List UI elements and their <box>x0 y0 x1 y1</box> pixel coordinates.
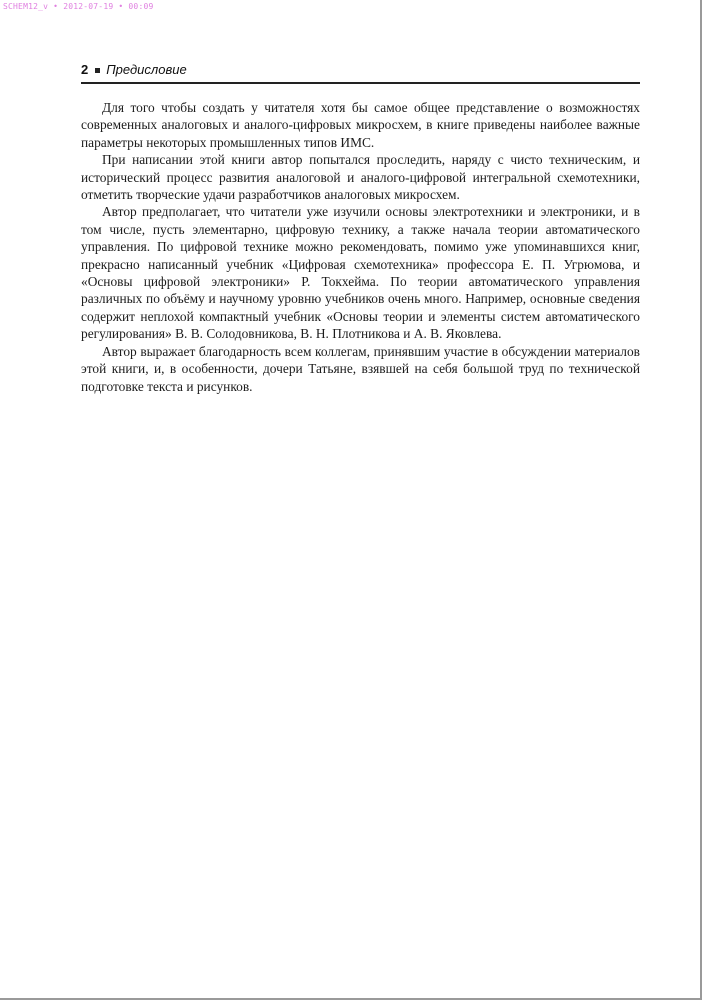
running-head <box>81 62 640 84</box>
print-slug: SCHEM12_v • 2012-07-19 • 00:09 <box>3 2 154 11</box>
paragraph: Для того чтобы создать у читателя хотя бы самое общее представление о возможностях современных аналоговых и аналого-цифровых микросхем, в книге приведены наиболее важные параметры некоторых промышленных типов ИМС. <box>81 100 640 150</box>
paragraph: Автор выражает благодарность всем коллегам, принявшим участие в обсуждении материалов этой книги, и, в особенности, дочери Татьяне, взявшей на себя большой труд по технической подготовке текста и рисунков. <box>81 343 640 394</box>
body-text <box>81 99 640 395</box>
section-title: Предисловие <box>106 62 187 77</box>
paragraph: Автор предполагает, что читатели уже изучили основы электротехники и электроники, и в том числе, пусть элементарно, цифровую технику, а также начала теории автоматического управления. По цифровой технике можно рекомендовать, помимо уже упоминавшихся книг, прекрасно написанный учебник «Цифровая схемотехника» профессора Е. П. Угрюмова, и «Основы цифровой электроники» Р. Токхейма. По теории автоматического управления различных по объёму и научному уровню учебников очень много. Например, основные сведения содержит неплохой компактный учебник «Основы теории и элементы систем автоматического регулирования» В. В. Солодовникова, В. Н. Плотникова и А. В. Яковлева. <box>81 204 640 342</box>
page-number: 2 <box>81 62 89 77</box>
paragraph: При написании этой книги автор попытался проследить, наряду с чисто техническим, и исторический процесс развития аналоговой и аналого-цифровой интегральной схемотехники, отметить творческие удачи разработчиков аналоговых микросхем. <box>81 152 640 203</box>
square-bullet-icon <box>95 68 100 73</box>
